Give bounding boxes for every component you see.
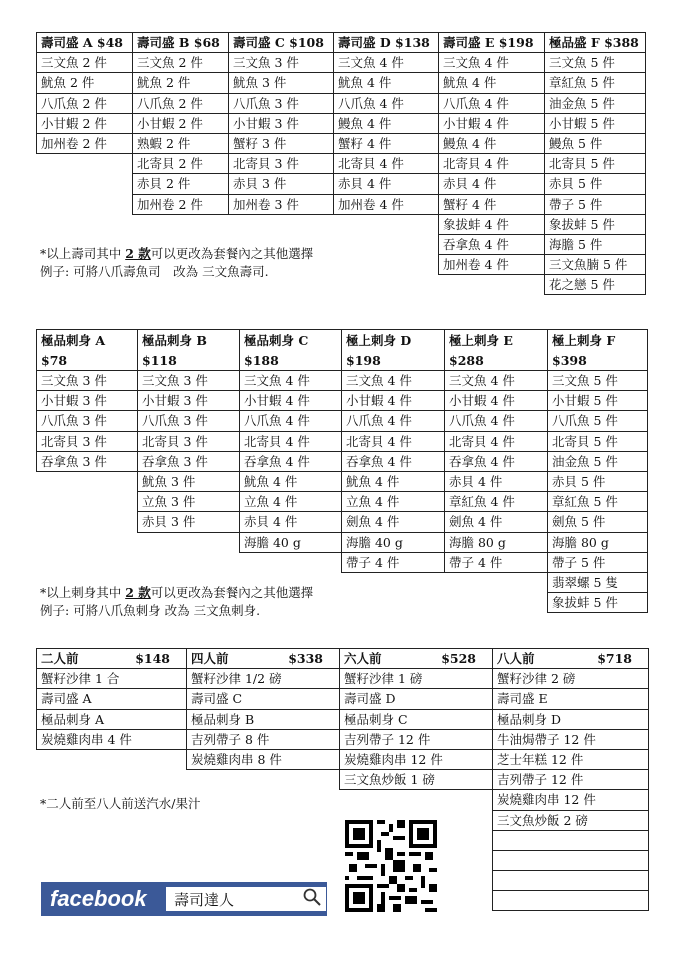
- list-item: 壽司盛 E: [492, 688, 649, 709]
- list-item: 魷魚 4 件: [341, 471, 445, 492]
- party-name: 二人前: [41, 651, 79, 666]
- list-item: 魷魚 4 件: [239, 471, 342, 492]
- party-header: [186, 648, 340, 669]
- sashimi-title: 極上刺身 D: [346, 333, 412, 348]
- party-header: [492, 648, 649, 669]
- sushi-note: [40, 245, 313, 281]
- sushi-note-prefix: *以上壽司其中: [40, 246, 126, 261]
- list-item: 赤貝 4 件: [239, 511, 342, 532]
- list-item: 劍魚 4 件: [444, 511, 548, 532]
- sashimi-note-suffix: 可以更改為套餐內之其他選擇: [150, 585, 314, 600]
- sushi-example: 例子: 可將八爪壽魚司 改為 三文魚壽司.: [40, 264, 269, 279]
- list-item: 赤貝 4 件: [438, 173, 545, 194]
- list-item: 赤貝 3 件: [137, 511, 240, 532]
- sushi-header: 壽司盛 E $198: [438, 32, 545, 53]
- sashimi-price: $118: [142, 353, 177, 368]
- facebook-banner[interactable]: [41, 882, 327, 916]
- list-item: 魷魚 3 件: [137, 471, 240, 492]
- sashimi-example: 例子: 可將八爪魚刺身 改為 三文魚刺身.: [40, 603, 261, 618]
- sashimi-note: [40, 584, 313, 620]
- list-item: 三文魚 4 件: [239, 370, 342, 391]
- sashimi-price: $198: [346, 353, 381, 368]
- sashimi-note-prefix: *以上刺身其中: [40, 585, 126, 600]
- list-item: 芝士年糕 12 件: [492, 749, 649, 770]
- list-item: 小甘蝦 4 件: [341, 390, 445, 411]
- list-item: 北寄貝 4 件: [444, 431, 548, 452]
- list-item: 蟹籽沙律 1/2 磅: [186, 668, 340, 689]
- sashimi-header: [137, 329, 240, 371]
- list-item: 劍魚 5 件: [547, 511, 648, 532]
- list-item: 北寄貝 4 件: [333, 153, 439, 174]
- list-item: 炭燒雞肉串 12 件: [492, 789, 649, 810]
- list-item: [492, 850, 649, 871]
- list-item: 北寄貝 3 件: [228, 153, 334, 174]
- list-item: 三文魚 3 件: [228, 52, 334, 73]
- list-item: 壽司盛 C: [186, 688, 340, 709]
- sashimi-price: $398: [552, 353, 587, 368]
- sashimi-price: $288: [449, 353, 484, 368]
- list-item: 赤貝 5 件: [547, 471, 648, 492]
- list-item: 油金魚 5 件: [544, 93, 646, 114]
- sashimi-price: $188: [244, 353, 279, 368]
- list-item: 三文魚炒飯 2 磅: [492, 810, 649, 831]
- list-item: 象拔蚌 4 件: [438, 214, 545, 235]
- list-item: 北寄貝 2 件: [132, 153, 229, 174]
- sushi-header: 壽司盛 A $48: [36, 32, 133, 53]
- party-name: 八人前: [497, 651, 535, 666]
- sushi-header: 壽司盛 C $108: [228, 32, 334, 53]
- party-header: [339, 648, 493, 669]
- sashimi-title: 極品刺身 A: [41, 333, 106, 348]
- list-item: 北寄貝 5 件: [544, 153, 646, 174]
- list-item: 極品刺身 B: [186, 709, 340, 730]
- list-item: 三文魚炒飯 1 磅: [339, 769, 493, 790]
- sashimi-title: 極品刺身 B: [142, 333, 207, 348]
- list-item: 三文魚 2 件: [36, 52, 133, 73]
- list-item: 鰻魚 5 件: [544, 133, 646, 154]
- list-item: 小甘蝦 3 件: [36, 390, 138, 411]
- list-item: 加州卷 2 件: [132, 194, 229, 215]
- list-item: 海膽 40 g: [341, 532, 445, 553]
- list-item: 加州卷 3 件: [228, 194, 334, 215]
- list-item: 北寄貝 3 件: [36, 431, 138, 452]
- list-item: 小甘蝦 3 件: [228, 113, 334, 134]
- list-item: 帶子 4 件: [444, 552, 548, 573]
- sashimi-col-d: [341, 329, 444, 572]
- sashimi-title: 極上刺身 E: [449, 333, 513, 348]
- list-item: 三文魚 4 件: [438, 52, 545, 73]
- list-item: 魷魚 4 件: [333, 72, 439, 93]
- list-item: 三文魚腩 5 件: [544, 254, 646, 275]
- sushi-col-b: [132, 32, 228, 214]
- list-item: 立魚 3 件: [137, 491, 240, 512]
- list-item: 章紅魚 4 件: [444, 491, 548, 512]
- list-item: 吞拿魚 4 件: [341, 451, 445, 472]
- list-item: 小甘蝦 5 件: [544, 113, 646, 134]
- list-item: 海膽 5 件: [544, 234, 646, 255]
- sashimi-header: [444, 329, 548, 371]
- party-price: $718: [597, 651, 632, 666]
- list-item: 魷魚 3 件: [228, 72, 334, 93]
- list-item: 吞拿魚 4 件: [239, 451, 342, 472]
- list-item: 蟹籽沙律 1 合: [36, 668, 187, 689]
- list-item: 立魚 4 件: [239, 491, 342, 512]
- sashimi-title: 極品刺身 C: [244, 333, 309, 348]
- list-item: 炭燒雞肉串 12 件: [339, 749, 493, 770]
- list-item: 吉列帶子 12 件: [339, 729, 493, 750]
- list-item: 赤貝 4 件: [444, 471, 548, 492]
- list-item: 八爪魚 4 件: [333, 93, 439, 114]
- list-item: 牛油焗帶子 12 件: [492, 729, 649, 750]
- list-item: 三文魚 4 件: [444, 370, 548, 391]
- party-col-8: [492, 648, 648, 910]
- party-sets-table: [36, 648, 648, 910]
- list-item: 章紅魚 5 件: [547, 491, 648, 512]
- list-item: 八爪魚 3 件: [228, 93, 334, 114]
- sushi-col-e: [438, 32, 544, 274]
- party-col-6: [339, 648, 492, 789]
- list-item: 海膽 80 g: [444, 532, 548, 553]
- list-item: 赤貝 3 件: [228, 173, 334, 194]
- list-item: 吞拿魚 3 件: [36, 451, 138, 472]
- sashimi-title: 極上刺身 F: [552, 333, 616, 348]
- list-item: 八爪魚 4 件: [341, 410, 445, 431]
- sushi-col-f: [544, 32, 645, 294]
- list-item: 吞拿魚 4 件: [444, 451, 548, 472]
- sashimi-col-b: [137, 329, 239, 532]
- sushi-header: 極品盛 F $388: [544, 32, 646, 53]
- list-item: 小甘蝦 4 件: [239, 390, 342, 411]
- list-item: 三文魚 2 件: [132, 52, 229, 73]
- list-item: 八爪魚 3 件: [36, 410, 138, 431]
- list-item: 吞拿魚 3 件: [137, 451, 240, 472]
- party-price: $528: [441, 651, 476, 666]
- list-item: 赤貝 2 件: [132, 173, 229, 194]
- list-item: 蟹籽沙律 2 磅: [492, 668, 649, 689]
- sashimi-col-f: [547, 329, 647, 612]
- list-item: 象拔蚌 5 件: [547, 592, 648, 613]
- list-item: 北寄貝 4 件: [341, 431, 445, 452]
- sushi-note-suffix: 可以更改為套餐內之其他選擇: [150, 246, 314, 261]
- list-item: 小甘蝦 5 件: [547, 390, 648, 411]
- list-item: 八爪魚 5 件: [547, 410, 648, 431]
- list-item: 章紅魚 5 件: [544, 72, 646, 93]
- list-item: 八爪魚 2 件: [132, 93, 229, 114]
- list-item: 魷魚 2 件: [132, 72, 229, 93]
- list-item: 極品刺身 C: [339, 709, 493, 730]
- list-item: 帶子 5 件: [544, 194, 646, 215]
- facebook-page-name: 壽司達人: [174, 890, 235, 909]
- sushi-col-d: [333, 32, 438, 214]
- list-item: 吞拿魚 4 件: [438, 234, 545, 255]
- list-item: 加州卷 2 件: [36, 133, 133, 154]
- list-item: 三文魚 3 件: [137, 370, 240, 391]
- party-col-4: [186, 648, 339, 769]
- list-item: 油金魚 5 件: [547, 451, 648, 472]
- list-item: 蟹籽 3 件: [228, 133, 334, 154]
- list-item: 北寄貝 3 件: [137, 431, 240, 452]
- sashimi-header: [547, 329, 648, 371]
- list-item: 蟹籽沙律 1 磅: [339, 668, 493, 689]
- party-note: *二人前至八人前送汽水/果汁: [40, 796, 201, 811]
- list-item: 三文魚 4 件: [341, 370, 445, 391]
- list-item: 帶子 5 件: [547, 552, 648, 573]
- list-item: 加州卷 4 件: [333, 194, 439, 215]
- search-icon[interactable]: [302, 887, 322, 911]
- sashimi-col-c: [239, 329, 341, 552]
- sushi-note-count: 2 款: [125, 246, 151, 261]
- sashimi-col-e: [444, 329, 547, 572]
- sashimi-price: $78: [41, 353, 68, 368]
- list-item: 壽司盛 A: [36, 688, 187, 709]
- list-item: 八爪魚 4 件: [239, 410, 342, 431]
- list-item: 小甘蝦 4 件: [438, 113, 545, 134]
- list-item: 熟蝦 2 件: [132, 133, 229, 154]
- list-item: 赤貝 4 件: [333, 173, 439, 194]
- list-item: 花之戀 5 件: [544, 274, 646, 295]
- list-item: 炭燒雞肉串 8 件: [186, 749, 340, 770]
- list-item: 小甘蝦 2 件: [132, 113, 229, 134]
- sushi-header: 壽司盛 B $68: [132, 32, 229, 53]
- list-item: 北寄貝 4 件: [438, 153, 545, 174]
- sushi-header: 壽司盛 D $138: [333, 32, 439, 53]
- list-item: 三文魚 4 件: [333, 52, 439, 73]
- list-item: 炭燒雞肉串 4 件: [36, 729, 187, 750]
- list-item: 加州卷 4 件: [438, 254, 545, 275]
- party-price: $338: [288, 651, 323, 666]
- list-item: 鰻魚 4 件: [333, 113, 439, 134]
- list-item: 鰻魚 4 件: [438, 133, 545, 154]
- list-item: 魷魚 4 件: [438, 72, 545, 93]
- party-col-2: [36, 648, 186, 749]
- list-item: 海膽 80 g: [547, 532, 648, 553]
- list-item: 三文魚 5 件: [547, 370, 648, 391]
- list-item: 小甘蝦 3 件: [137, 390, 240, 411]
- list-item: [492, 870, 649, 891]
- list-item: 翡翠螺 5 隻: [547, 572, 648, 593]
- facebook-search-box[interactable]: [166, 887, 326, 911]
- list-item: 海膽 40 g: [239, 532, 342, 553]
- list-item: 八爪魚 3 件: [137, 410, 240, 431]
- list-item: 八爪魚 2 件: [36, 93, 133, 114]
- list-item: 極品刺身 D: [492, 709, 649, 730]
- list-item: 八爪魚 4 件: [438, 93, 545, 114]
- list-item: 蟹籽 4 件: [438, 194, 545, 215]
- sushi-col-c: [228, 32, 333, 214]
- list-item: 極品刺身 A: [36, 709, 187, 730]
- list-item: 赤貝 5 件: [544, 173, 646, 194]
- sashimi-header: [36, 329, 138, 371]
- list-item: 三文魚 3 件: [36, 370, 138, 391]
- facebook-logo: facebook: [50, 886, 147, 911]
- party-price: $148: [135, 651, 170, 666]
- list-item: 吉列帶子 8 件: [186, 729, 340, 750]
- list-item: 北寄貝 5 件: [547, 431, 648, 452]
- party-header: [36, 648, 187, 669]
- list-item: 吉列帶子 12 件: [492, 769, 649, 790]
- list-item: 北寄貝 4 件: [239, 431, 342, 452]
- list-item: 蟹籽 4 件: [333, 133, 439, 154]
- list-item: 魷魚 2 件: [36, 72, 133, 93]
- list-item: [492, 890, 649, 911]
- list-item: 八爪魚 4 件: [444, 410, 548, 431]
- sashimi-header: [239, 329, 342, 371]
- list-item: 小甘蝦 4 件: [444, 390, 548, 411]
- sashimi-header: [341, 329, 445, 371]
- list-item: 小甘蝦 2 件: [36, 113, 133, 134]
- sushi-col-a: [36, 32, 132, 153]
- sashimi-col-a: [36, 329, 137, 471]
- list-item: 壽司盛 D: [339, 688, 493, 709]
- party-name: 四人前: [191, 651, 229, 666]
- sashimi-note-count: 2 款: [125, 585, 151, 600]
- list-item: 立魚 4 件: [341, 491, 445, 512]
- sashimi-sets-table: [36, 329, 647, 612]
- list-item: 象拔蚌 5 件: [544, 214, 646, 235]
- list-item: 帶子 4 件: [341, 552, 445, 573]
- list-item: 劍魚 4 件: [341, 511, 445, 532]
- list-item: [492, 830, 649, 851]
- party-name: 六人前: [344, 651, 382, 666]
- list-item: 三文魚 5 件: [544, 52, 646, 73]
- qr-code-icon: [345, 820, 437, 912]
